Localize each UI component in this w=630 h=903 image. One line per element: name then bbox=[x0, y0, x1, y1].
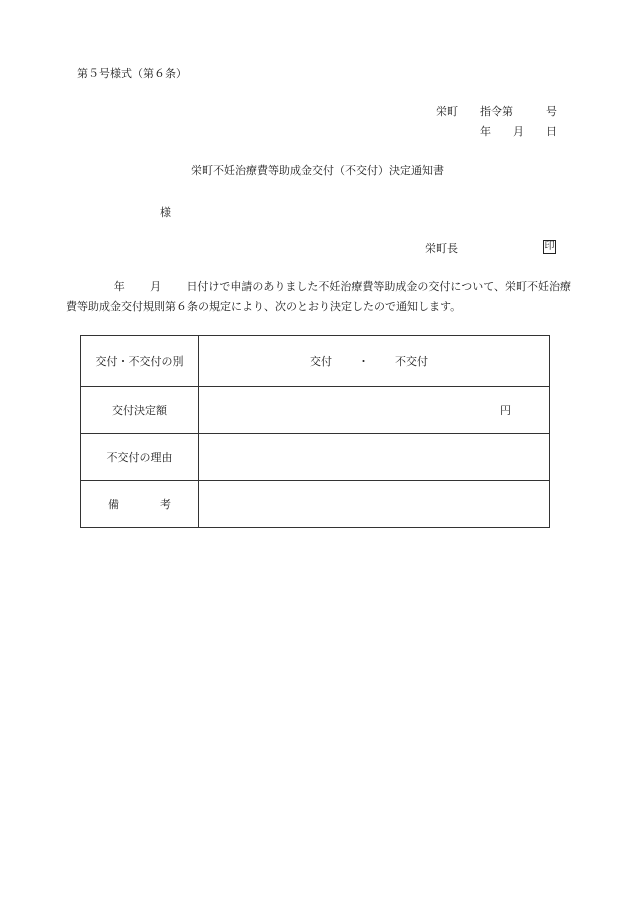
body-text-line-1: 日付けで申請のありました不妊治療費等助成金の交付について、栄町不妊治療 bbox=[186, 280, 571, 293]
body-year-label: 年 bbox=[113, 280, 125, 293]
table-row bbox=[81, 336, 550, 387]
option-grant: 交付 bbox=[310, 355, 332, 368]
denial-reason-value bbox=[199, 434, 550, 481]
grant-type-value bbox=[199, 336, 550, 387]
body-month-label: 月 bbox=[150, 280, 162, 293]
denial-reason-label: 不交付の理由 bbox=[81, 434, 199, 481]
body-paragraph-line-1 bbox=[66, 281, 571, 292]
body-text-line-2: 費等助成金交付規則第６条の規定により、次のとおり決定したので通知します。 bbox=[66, 300, 462, 313]
remarks-label-part-1: 備 bbox=[108, 498, 119, 511]
remarks-label bbox=[81, 481, 199, 528]
issuing-office: 栄町 bbox=[436, 105, 458, 118]
table-row bbox=[81, 434, 550, 481]
grant-type-label: 交付・不交付の別 bbox=[81, 336, 199, 387]
recipient-honorific: 様 bbox=[160, 206, 171, 219]
decision-table bbox=[80, 335, 550, 528]
currency-unit: 円 bbox=[500, 404, 511, 417]
document-title: 栄町不妊治療費等助成金交付（不交付）決定通知書 bbox=[191, 164, 444, 177]
table-row bbox=[81, 481, 550, 528]
date-year-label: 年 bbox=[480, 125, 491, 138]
issuer-title: 栄町長 bbox=[425, 242, 458, 255]
date-month-label: 月 bbox=[513, 125, 524, 138]
directive-number-suffix: 号 bbox=[546, 105, 557, 118]
table-row bbox=[81, 387, 550, 434]
remarks-label-part-2: 考 bbox=[160, 498, 171, 511]
remarks-value bbox=[199, 481, 550, 528]
grant-amount-value bbox=[199, 387, 550, 434]
form-number: 第５号様式（第６条） bbox=[77, 67, 187, 80]
seal-mark: 印 bbox=[544, 241, 555, 252]
option-deny: 不交付 bbox=[395, 355, 428, 368]
directive-number-prefix: 指令第 bbox=[480, 105, 513, 118]
date-day-label: 日 bbox=[546, 125, 557, 138]
grant-amount-label: 交付決定額 bbox=[81, 387, 199, 434]
option-separator: ・ bbox=[358, 355, 369, 368]
